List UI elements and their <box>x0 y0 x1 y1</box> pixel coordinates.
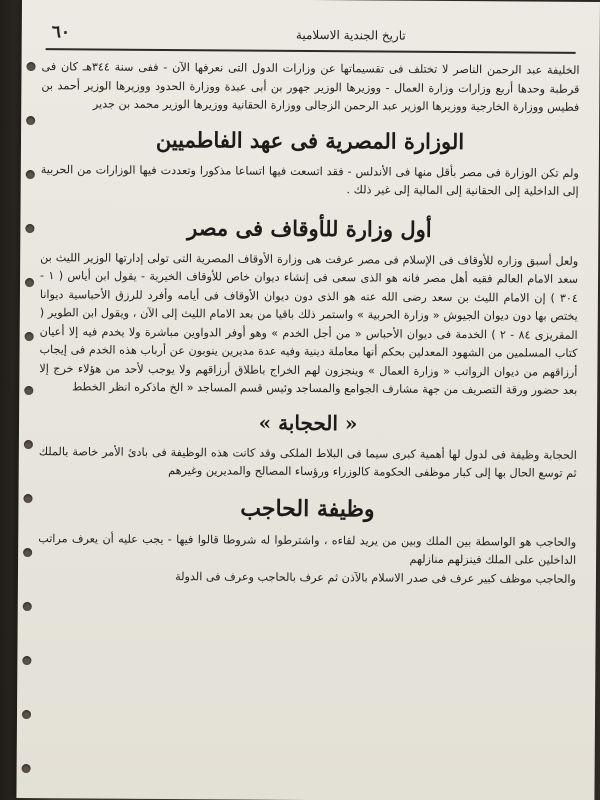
section-heading: أول وزارة للأوقاف فى مصر <box>187 214 432 242</box>
binding-hole <box>24 440 33 449</box>
binding-hole <box>23 494 32 503</box>
binding-hole <box>25 332 34 341</box>
section-hijaba <box>35 409 581 484</box>
binding-hole <box>24 386 33 395</box>
binding-hole <box>22 764 31 773</box>
binding-hole <box>22 710 31 719</box>
section-fatimid-ministry <box>37 126 583 202</box>
binding-hole <box>26 62 35 71</box>
paragraph: ولم تكن الوزارة فى مصر بأقل منها فى الأندلس - فقد اتسعت فيها اتساعا مذكورا وتعددت فيها الوزارات من الحربية إلى الداخلية إلى الحقانية إلى المالية إلى غير ذلك . <box>40 162 579 198</box>
paragraph: ولعل أسبق وزاره للأوقاف فى الإسلام فى مصر عرفت هى وزارة الأوقاف المصرية التى تولى إدارتها الوزير الليث بن سعد الامام العالم فقيه أهل مصر فانه هو الذى سعى فى إنشاء ديوان خاص للأوقاف الخيرية - يقول ابن أياس ( ١ - ٣٠٤ ) إن الامام الليث بن سعد رضى الله عنه هو الذى دون ديوان الأوقاف فى أيامه وأفرد للرزق الأحباسية ديوانا يختص بها دون ديوان الجيوش « وزارة الحربية » واستمر ذلك باقيا من بعد الامام الليث إلى الآن ، ويقول ابن الطوير ( المقريزى ٨٤ - ٢ ) الخدمة فى ديوان الأحباس « من أجل الخدم » وهو أوفر الدواوين مباشرة ولا يخدم فيه إلا أعيان كتاب المسلمين من الشهود المعدلين بحكم أنها معاملة دينية وفيه عدة مديرين ينوبون عن أرباب هذه الخدم فى إيجاب أرزاقهم من ديوان الرواتب « وزارة العمال » وينجزون لهم الخراج باطلاق أرزاقهم ولا يوجب لأحد من هؤلاء خرج إلا بعد حضور ورقة التصريف من جهة مشارف الجوامع والمساجد وئيس قسم المساجد « الخ ماذكره انظر الخطط <box>39 250 579 397</box>
section-awqaf-ministry <box>35 214 582 401</box>
section-heading: الوزارة المصرية فى عهد الفاطميين <box>155 126 465 154</box>
binding-hole <box>26 116 35 125</box>
section-heading: وظيفة الحاجب <box>240 495 375 522</box>
section-hajib-role <box>34 494 581 589</box>
binding-hole <box>25 224 34 233</box>
paragraph: الخليفة عبد الرحمن الناصر لا تختلف فى تقسيماتها عن وزارات الدول التى نعرفها الآن - ففى سنة ٣٤٤هـ كان فى قرطبة وحدها أربع وزارات وزارة العمال - ووزيرها الوزير جهور بن أبى عبدة ووزارة الحدود ووزيرها الوزير أحمد بن فطيس ووزارة الخارجية ووزيرها الوزير عبد الرحمن الزجالى ووزارة الحقانية ووزيرها الوزير محمد بن جدير <box>41 60 580 114</box>
section-heading: « الحجابة » <box>258 410 358 435</box>
paragraph: والحاجب هو الواسطة بين الملك وبين من يريد لقاءه ، واشترطوا له شروطا قالوا فيها - يجب عليه أن يعرف مراتب الداخلين على الملك فينزلهم منازلهم <box>38 531 577 567</box>
binding-hole <box>25 278 34 287</box>
running-header <box>46 22 576 54</box>
page-number: ٦٠ <box>51 22 71 43</box>
binding-hole <box>26 170 35 179</box>
binding-hole <box>22 656 31 665</box>
book-page <box>16 0 600 800</box>
binding-hole <box>23 548 32 557</box>
paragraph: الحجابة وظيفة فى لدول لها أهمية كبرى سيما فى البلاط الملكى وقد كانت هذه الوظيفة فى بادئ الأمر خاصة بالملك ثم توسع الحال بها إلى كبار موظفى الحكومة كالوزراء ورؤساء المصالح والمديرين وغيرهم <box>38 444 577 480</box>
binding-hole <box>23 602 32 611</box>
running-title: تاريخ الجندية الاسلامية <box>295 27 406 43</box>
section-intro <box>37 58 583 117</box>
paragraph: والحاجب موظف كبير عرف فى صدر الاسلام بالآذن ثم عرف بالحاجب وعرف فى الدولة <box>175 569 577 586</box>
page-content <box>34 22 584 589</box>
